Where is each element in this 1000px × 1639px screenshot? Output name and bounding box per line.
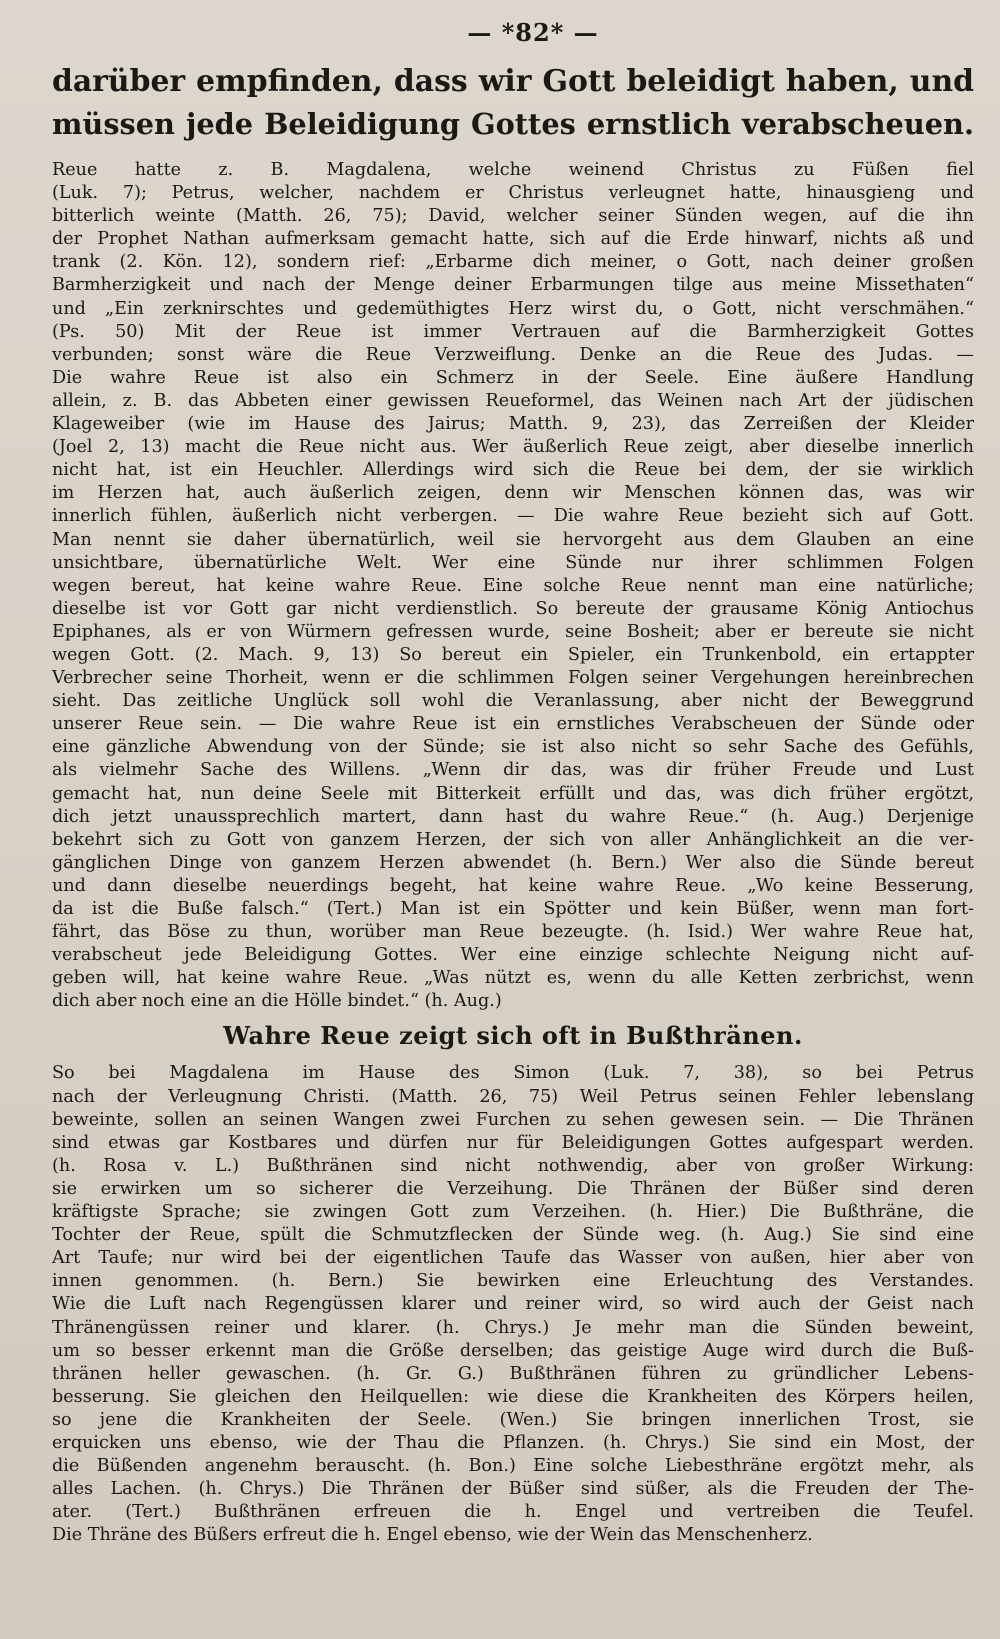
text-line: Reue hatte z. B. Magdalena, welche weinend Christus zu Füßen fiel	[52, 160, 974, 180]
text-line: sind etwas gar Kostbares und dürfen nur für Beleidigungen Gottes aufgespart werden.	[52, 1132, 974, 1153]
text-line: Wie die Luft nach Regengüssen klarer und reiner wird, so wird auch der Geist nach	[52, 1294, 974, 1315]
text-line: (Ps. 50) Mit der Reue ist immer Vertrauen auf die Barmherzigkeit Gottes	[52, 321, 974, 342]
text-line: fährt, das Böse zu thun, worüber man Reue bezeugte. (h. Isid.) Wer wahre Reue hat,	[52, 922, 974, 943]
text-line: um so besser erkennt man die Größe derselben; das geistige Auge wird durch die Buß-	[52, 1340, 974, 1361]
text-line: thränen heller gewaschen. (h. Gr. G.) Bußthränen führen zu gründlicher Lebens-	[52, 1363, 974, 1384]
text-line: eine gänzliche Abwendung von der Sünde; sie ist also nicht so sehr Sache des Gefühls,	[52, 737, 974, 758]
text-line: so jene die Krankheiten der Seele. (Wen.) Sie bringen innerlichen Trost, sie	[52, 1409, 974, 1430]
text-line: Tochter der Reue, spült die Schmutzflecken der Sünde weg. (h. Aug.) Sie sind eine	[52, 1225, 974, 1246]
text-line: Barmherzigkeit und nach der Menge deiner Erbarmungen tilge aus meine Missethaten“	[52, 275, 974, 296]
text-line: sie erwirken um so sicherer die Verzeihung. Die Thränen der Büßer sind deren	[52, 1178, 974, 1199]
text-line: erquicken uns ebenso, wie der Thau die Pflanzen. (h. Chrys.) Sie sind ein Most, der	[52, 1432, 974, 1453]
headline-line: müssen jede Beleidigung Gottes ernstlich verabscheuen.	[52, 107, 974, 141]
text-line: (Joel 2, 13) macht die Reue nicht aus. Wer äußerlich Reue zeigt, aber dieselbe innerlich	[52, 437, 974, 458]
text-line: beweinte, sollen an seinen Wangen zwei Furchen zu sehen gewesen sein. — Die Thränen	[52, 1109, 974, 1130]
text-line: wegen Gott. (2. Mach. 9, 13) So bereut ein Spieler, ein Trunkenbold, ein ertappter	[52, 644, 974, 665]
text-line: Art Taufe; nur wird bei der eigentlichen Taufe das Wasser von außen, hier aber von	[52, 1248, 974, 1269]
text-line: (h. Rosa v. L.) Bußthränen sind nicht nothwendig, aber von großer Wirkung:	[52, 1155, 974, 1176]
text-line: (Luk. 7); Petrus, welcher, nachdem er Christus verleugnet hatte, hinausgieng und	[52, 183, 974, 204]
text-line: der Prophet Nathan aufmerksam gemacht hatte, sich auf die Erde hinwarf, nichts aß und	[52, 229, 974, 250]
text-line: dich jetzt unaussprechlich martert, dann hast du wahre Reue.“ (h. Aug.) Derjenige	[52, 806, 974, 827]
text-line: da ist die Buße falsch.“ (Tert.) Man ist ein Spötter und kein Büßer, wenn man fort-	[52, 899, 974, 919]
text-line: besserung. Sie gleichen den Heilquellen: wie diese die Krankheiten des Körpers heilen,	[52, 1386, 974, 1407]
text-line: Thränengüssen reiner und klarer. (h. Chrys.) Je mehr man die Sünden beweint,	[52, 1317, 974, 1338]
text-line: gänglichen Dinge von ganzem Herzen abwendet (h. Bern.) Wer also die Sünde bereut	[52, 852, 974, 873]
text-line: Klageweiber (wie im Hause des Jairus; Matth. 9, 23), das Zerreißen der Kleider	[52, 414, 974, 435]
text-line: unserer Reue sein. — Die wahre Reue ist ein ernstliches Verabscheuen der Sünde oder	[52, 714, 974, 735]
paragraph-tears	[52, 1062, 974, 1547]
text-line: gemacht hat, nun deine Seele mit Bitterkeit erfüllt und das, was dich früher ergötzt,	[52, 783, 974, 804]
text-line: wegen bereut, hat keine wahre Reue. Eine solche Reue nennt man eine natürliche;	[52, 575, 974, 596]
text-line: im Herzen hat, auch äußerlich zeigen, denn wir Menschen können das, was wir	[52, 483, 974, 504]
text-line: nach der Verleugnung Christi. (Matth. 26, 75) Weil Petrus seinen Fehler lebenslang	[52, 1086, 974, 1107]
text-line: geben will, hat keine wahre Reue. „Was nützt es, wenn du alle Ketten zerbrichst, wenn	[52, 968, 974, 989]
text-line: So bei Magdalena im Hause des Simon (Luk. 7, 38), so bei Petrus	[52, 1063, 974, 1084]
text-line: nicht hat, ist ein Heuchler. Allerdings wird sich die Reue bei dem, der sie wirklich	[52, 460, 974, 481]
headline	[52, 61, 974, 145]
text-line: allein, z. B. das Abbeten einer gewissen Reueformel, das Weinen nach Art der jüdischen	[52, 390, 974, 411]
text-line: kräftigste Sprache; sie zwingen Gott zum Verzeihen. (h. Hier.) Die Bußthräne, die	[52, 1202, 974, 1223]
text-line: verabscheut jede Beleidigung Gottes. Wer eine einzige schlechte Neigung nicht auf-	[52, 945, 974, 966]
text-line: als vielmehr Sache des Willens. „Wenn dir das, was dir früher Freude und Lust	[52, 760, 974, 781]
text-line: die Büßenden angenehm berauscht. (h. Bon.) Eine solche Liebesthräne ergötzt mehr, als	[52, 1456, 974, 1477]
text-line: trank (2. Kön. 12), sondern rief: „Erbarme dich meiner, o Gott, nach deiner großen	[52, 252, 974, 273]
paragraph-repentance	[52, 159, 974, 1013]
text-line: ater. (Tert.) Bußthränen erfreuen die h. Engel und vertreiben die Teufel.	[52, 1502, 974, 1523]
text-line: Die wahre Reue ist also ein Schmerz in der Seele. Eine äußere Handlung	[52, 367, 974, 388]
text-line: und dann dieselbe neuerdings begeht, hat keine wahre Reue. „Wo keine Besserung,	[52, 875, 974, 896]
text-line: unsichtbare, übernatürliche Welt. Wer eine Sünde nur ihrer schlimmen Folgen	[52, 552, 974, 573]
headline-line: darüber empfinden, dass wir Gott beleidigt haben, und	[52, 64, 974, 99]
text-line: innerlich fühlen, äußerlich nicht verbergen. — Die wahre Reue bezieht sich auf Gott.	[52, 506, 974, 527]
text-line: Epiphanes, als er von Würmern gefressen wurde, seine Bosheit; aber er bereute sie nicht	[52, 621, 974, 642]
text-line: innen genommen. (h. Bern.) Sie bewirken eine Erleuchtung des Verstandes.	[52, 1271, 974, 1292]
page-number: — *82* —	[467, 18, 599, 47]
text-line: dieselbe ist vor Gott gar nicht verdienstlich. So bereute der grausame König Antiochus	[52, 598, 974, 619]
text-line: verbunden; sonst wäre die Reue Verzweiflung. Denke an die Reue des Judas. —	[52, 344, 974, 365]
text-line: bekehrt sich zu Gott von ganzem Herzen, der sich von aller Anhänglichkeit an die ver-	[52, 829, 974, 850]
text-line: sieht. Das zeitliche Unglück soll wohl die Veranlassung, aber nicht der Beweggrund	[52, 691, 974, 712]
text-line: Man nennt sie daher übernatürlich, weil sie hervorgeht aus dem Glauben an eine	[52, 529, 974, 550]
text-line: Verbrecher seine Thorheit, wenn er die schlimmen Folgen seiner Vergehungen hereinbrechen	[52, 668, 974, 689]
text-line: alles Lachen. (h. Chrys.) Die Thränen der Büßer sind süßer, als die Freuden der The-	[52, 1479, 974, 1500]
text-line: bitterlich weinte (Matth. 26, 75); David, welcher seiner Sünden wegen, auf die ihn	[52, 206, 974, 227]
text-line: und „Ein zerknirschtes und gedemüthigtes Herz wirst du, o Gott, nicht verschmähen.“	[52, 298, 974, 319]
subheading: Wahre Reue zeigt sich oft in Bußthränen.	[223, 1021, 803, 1051]
text-line: dich aber noch eine an die Hölle bindet.“ (h. Aug.)	[52, 991, 502, 1012]
text-line: Die Thräne des Büßers erfreut die h. Engel ebenso, wie der Wein das Menschenherz.	[52, 1525, 813, 1546]
